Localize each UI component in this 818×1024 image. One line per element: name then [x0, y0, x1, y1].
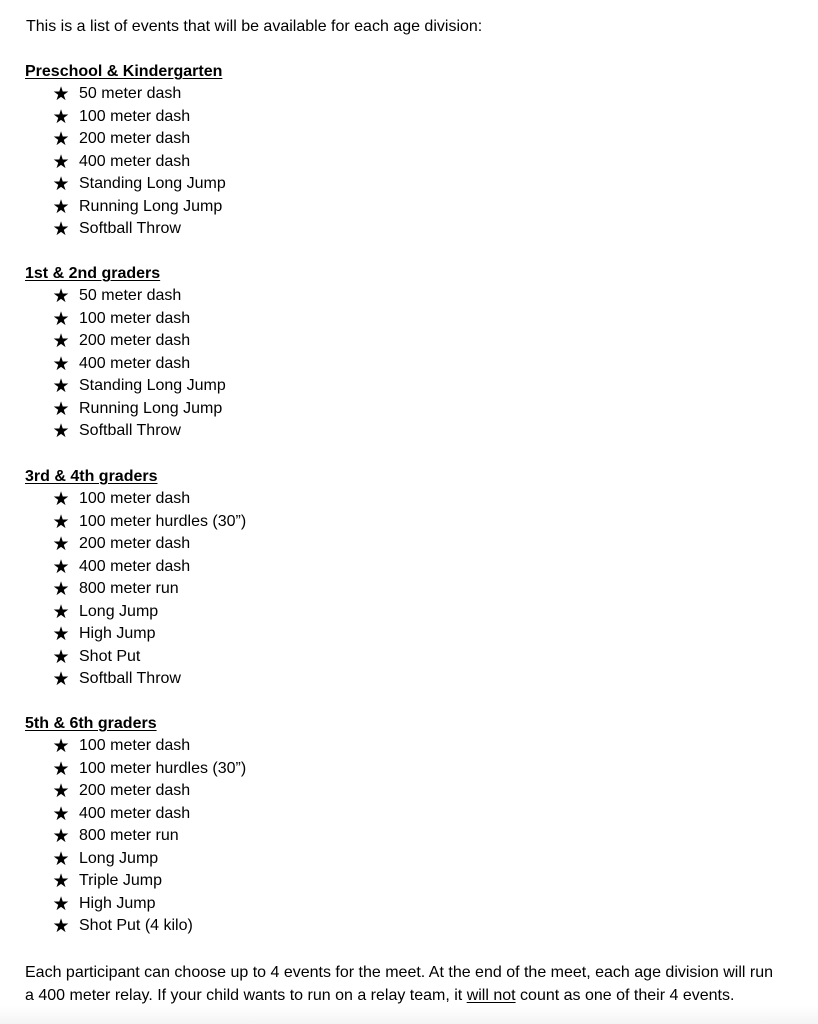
footer-line-1: Each participant can choose up to 4 events for the meet. At the end of the meet, each age division will run	[25, 964, 774, 981]
star-icon: ★	[52, 420, 70, 443]
event-label: 100 meter dash	[79, 309, 191, 327]
star-icon: ★	[52, 578, 70, 601]
division-heading: 1st & 2nd graders	[25, 265, 161, 282]
star-icon: ★	[52, 870, 70, 893]
event-label: Running Long Jump	[79, 197, 223, 215]
star-icon: ★	[52, 600, 70, 623]
list-item	[0, 285, 818, 308]
event-label: 800 meter run	[79, 827, 179, 844]
footer-emphasis: will not	[466, 987, 516, 1004]
star-icon: ★	[52, 375, 70, 398]
list-item	[0, 735, 818, 758]
list-item	[0, 128, 818, 151]
list-item	[0, 420, 818, 443]
division-heading: 5th & 6th graders	[25, 715, 157, 732]
event-label: High Jump	[79, 894, 156, 912]
event-label: 50 meter dash	[79, 85, 182, 102]
event-label: Long Jump	[79, 849, 159, 867]
star-icon: ★	[52, 307, 70, 330]
footer-line-2	[25, 984, 815, 1007]
list-item	[0, 151, 818, 174]
event-label: 400 meter dash	[79, 557, 191, 575]
star-icon: ★	[52, 128, 70, 151]
event-label: Softball Throw	[79, 422, 181, 439]
event-label: High Jump	[79, 625, 156, 642]
star-icon: ★	[52, 352, 70, 375]
footer-line-2-end: count as one of their 4 events.	[515, 987, 735, 1004]
list-item	[0, 556, 818, 579]
event-label: Shot Put (4 kilo)	[79, 917, 193, 934]
list-item	[0, 488, 818, 511]
star-icon: ★	[52, 825, 70, 848]
event-list	[0, 735, 818, 938]
event-label: 100 meter dash	[79, 737, 191, 754]
list-item	[0, 308, 818, 331]
star-icon: ★	[52, 397, 70, 420]
star-icon: ★	[52, 892, 70, 915]
star-icon: ★	[52, 623, 70, 646]
event-label: Long Jump	[79, 602, 159, 620]
star-icon: ★	[52, 285, 70, 308]
event-label: 50 meter dash	[79, 287, 182, 304]
event-label: 100 meter dash	[79, 490, 191, 507]
list-item	[0, 511, 818, 534]
list-item	[0, 353, 818, 376]
event-label: 800 meter run	[79, 580, 179, 597]
event-label: Triple Jump	[79, 872, 162, 889]
event-label: 100 meter hurdles (30”)	[79, 759, 247, 777]
event-label: 200 meter dash	[79, 130, 191, 147]
list-item	[0, 601, 818, 624]
list-item	[0, 848, 818, 871]
event-label: 400 meter dash	[79, 152, 191, 170]
list-item	[0, 398, 818, 421]
star-icon: ★	[52, 847, 70, 870]
star-icon: ★	[52, 105, 70, 128]
event-label: Softball Throw	[79, 220, 181, 237]
list-item	[0, 330, 818, 353]
division-3rd-4th-graders	[0, 466, 818, 691]
list-item	[0, 578, 818, 601]
division-preschool-kindergarten	[0, 61, 818, 241]
list-item	[0, 173, 818, 196]
star-icon: ★	[52, 915, 70, 938]
event-label: Standing Long Jump	[79, 377, 226, 394]
list-item	[0, 196, 818, 219]
star-icon: ★	[52, 668, 70, 691]
star-icon: ★	[52, 195, 70, 218]
list-item	[0, 758, 818, 781]
list-item	[0, 623, 818, 646]
star-icon: ★	[52, 510, 70, 533]
event-list	[0, 285, 818, 443]
event-label: Standing Long Jump	[79, 175, 226, 192]
event-label: 200 meter dash	[79, 535, 191, 552]
star-icon: ★	[52, 218, 70, 241]
event-label: 400 meter dash	[79, 804, 191, 822]
star-icon: ★	[52, 757, 70, 780]
list-item	[0, 83, 818, 106]
list-item	[0, 803, 818, 826]
star-icon: ★	[52, 533, 70, 556]
star-icon: ★	[52, 645, 70, 668]
footer-line-2-start: a 400 meter relay. If your child wants to run on a relay team, it	[25, 987, 467, 1004]
division-heading: Preschool & Kindergarten	[25, 63, 223, 80]
list-item	[0, 780, 818, 803]
division-1st-2nd-graders	[0, 263, 818, 443]
list-item	[0, 825, 818, 848]
event-label: Softball Throw	[79, 670, 181, 687]
intro-text: This is a list of events that will be available for each age division:	[26, 18, 483, 35]
event-label: Shot Put	[79, 647, 141, 665]
list-item	[0, 106, 818, 129]
star-icon: ★	[52, 555, 70, 578]
event-list	[0, 488, 818, 691]
event-label: 100 meter dash	[79, 107, 191, 125]
list-item	[0, 668, 818, 691]
list-item	[0, 375, 818, 398]
list-item	[0, 533, 818, 556]
list-item	[0, 915, 818, 938]
list-item	[0, 646, 818, 669]
footer-note	[25, 961, 815, 1007]
event-label: 200 meter dash	[79, 332, 191, 349]
star-icon: ★	[52, 173, 70, 196]
division-heading: 3rd & 4th graders	[25, 468, 158, 485]
event-label: 400 meter dash	[79, 354, 191, 372]
star-icon: ★	[52, 735, 70, 758]
star-icon: ★	[52, 488, 70, 511]
list-item	[0, 218, 818, 241]
star-icon: ★	[52, 802, 70, 825]
list-item	[0, 893, 818, 916]
division-5th-6th-graders	[0, 713, 818, 938]
star-icon: ★	[52, 83, 70, 106]
bottom-shadow	[0, 1006, 818, 1024]
event-label: Running Long Jump	[79, 399, 223, 417]
star-icon: ★	[52, 330, 70, 353]
list-item	[0, 870, 818, 893]
star-icon: ★	[52, 780, 70, 803]
event-label: 200 meter dash	[79, 782, 191, 799]
star-icon: ★	[52, 150, 70, 173]
event-list	[0, 83, 818, 241]
event-label: 100 meter hurdles (30”)	[79, 512, 247, 530]
